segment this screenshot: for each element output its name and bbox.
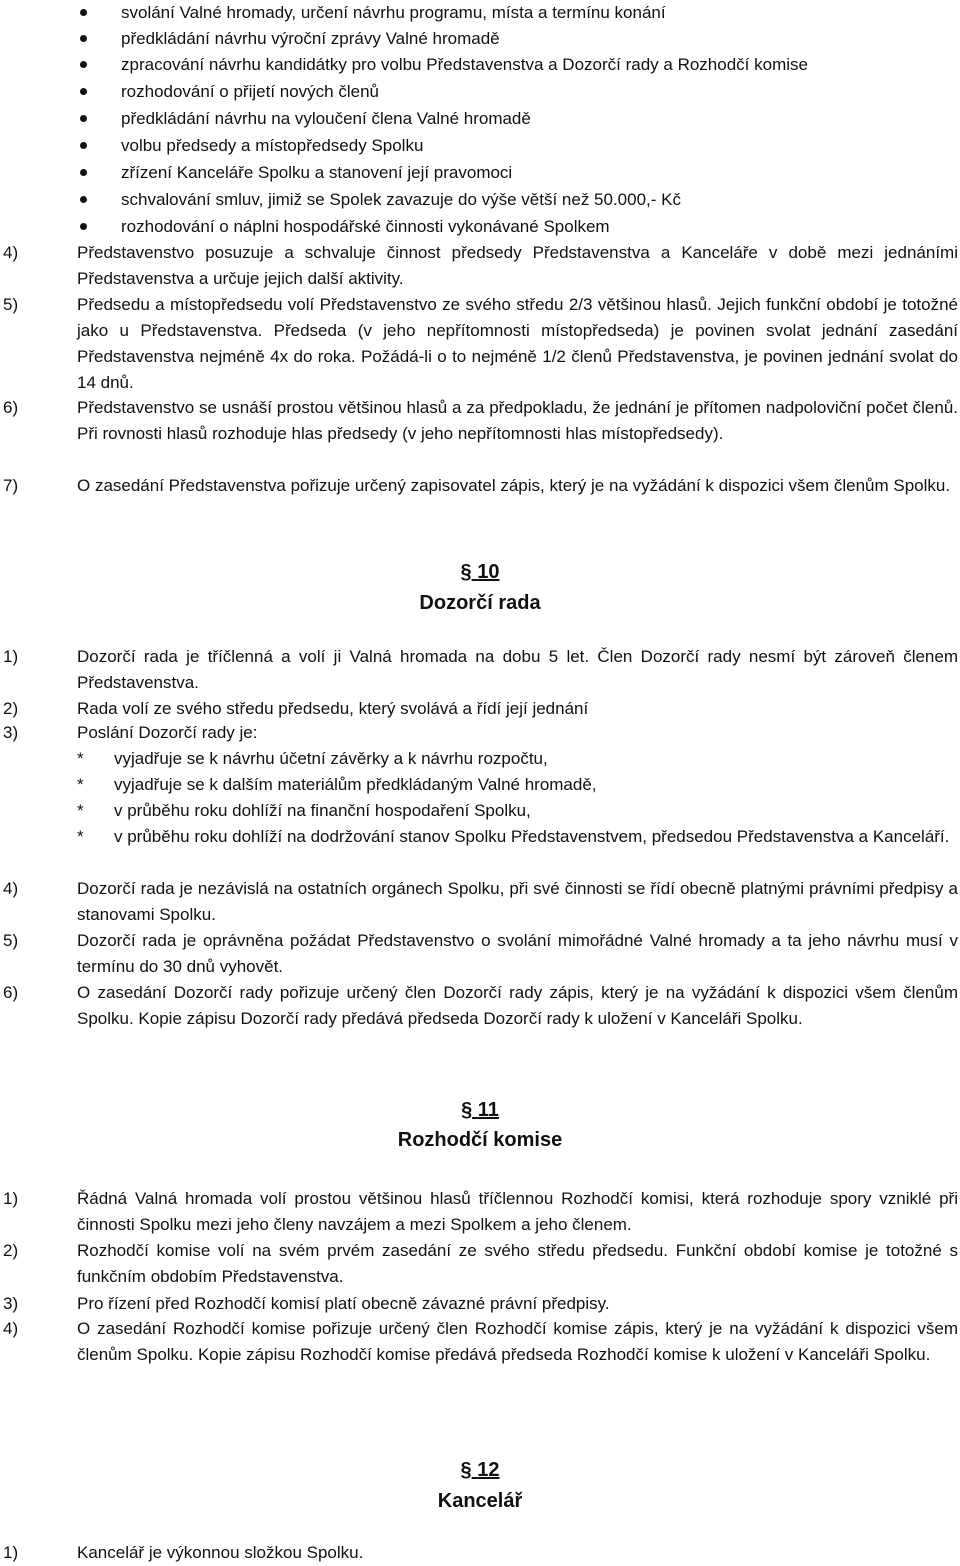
item-text: Poslání Dozorčí rady je: [77, 723, 258, 742]
section-title: Kancelář [437, 1490, 523, 1512]
item-text: Dozorčí rada je oprávněna požádat Představenstvo o svolání mimořádné Valné hromady a ta jeho návrhu musí v termínu do 30 dnů vyhovět. [77, 931, 958, 976]
item-text: Řádná Valná hromada volí prostou většinou hlasů tříčlennou Rozhodčí komisi, která rozhoduje spory vzniklé při činnosti Spolku mezi jeho členy navzájem a mezi Spolkem a jeho členem. [77, 1189, 958, 1234]
item-number: 4) [3, 879, 19, 898]
item-number: 7) [3, 476, 19, 495]
list-item-text: svolání Valné hromady, určení návrhu programu, místa a termínu konání [121, 3, 666, 22]
item-number: 1) [3, 1543, 19, 1562]
bullet-icon [80, 35, 87, 42]
item-number: 2) [3, 1241, 19, 1260]
item-text: Představenstvo posuzuje a schvaluje činnost předsedy Představenstva a Kanceláře v době mezi jednáními Představenstva a určuje jejich další aktivity. [77, 243, 958, 288]
section-title: Dozorčí rada [419, 592, 541, 614]
list-item-text: volbu předsedy a místopředsedy Spolku [121, 136, 424, 155]
bullet-icon [80, 142, 87, 149]
item-number: 3) [3, 723, 19, 742]
item-number: 5) [3, 295, 19, 314]
bullet-icon [80, 196, 87, 203]
list-item-text: předkládání návrhu výroční zprávy Valné hromadě [121, 29, 500, 48]
section-number: § 10 [460, 561, 500, 583]
bullet-icon [80, 223, 87, 230]
list-item-text: předkládání návrhu na vyloučení člena Valné hromadě [121, 109, 531, 128]
item-text: Pro řízení před Rozhodčí komisí platí obecně závazné právní předpisy. [77, 1294, 610, 1313]
list-item-text: zpracování návrhu kandidátky pro volbu Představenstva a Dozorčí rady a Rozhodčí komise [121, 55, 808, 74]
section-number: § 12 [460, 1459, 500, 1481]
item-text: O zasedání Rozhodčí komise pořizuje určený člen Rozhodčí komise zápis, který je na vyžádání k dispozici všem členům Spolku. Kopie zápisu Rozhodčí komise předává předseda Rozhodčí komise k uložení v Kanceláři Spolku. [77, 1319, 958, 1364]
item-text: Rozhodčí komise volí na svém prvém zasedání ze svého středu předsedu. Funkční období komise je totožné s funkčním obdobím Představenstva. [77, 1241, 958, 1286]
item-text: Rada volí ze svého středu předsedu, který svolává a řídí její jednání [77, 699, 589, 718]
item-number: 3) [3, 1294, 19, 1313]
section-number: § 11 [461, 1099, 499, 1121]
item-number: 6) [3, 983, 19, 1002]
item-text: Představenstvo se usnáší prostou většinou hlasů a za předpokladu, že jednání je přítomen nadpoloviční počet členů. Při rovnosti hlasů rozhoduje hlas předsedy (v jeho nepřítomnosti hlas místopředsedy). [77, 398, 958, 443]
asterisk-marker: * [77, 749, 84, 768]
item-number: 1) [3, 1189, 19, 1208]
list-item-text: zřízení Kanceláře Spolku a stanovení její pravomoci [121, 163, 513, 182]
item-number: 1) [3, 647, 19, 666]
item-text: O zasedání Dozorčí rady pořizuje určený člen Dozorčí rady zápis, který je na vyžádání k dispozici všem členům Spolku. Kopie zápisu Dozorčí rady předává předseda Dozorčí rady k uložení v Kanceláři Spolku. [77, 983, 958, 1028]
list-item-text: schvalování smluv, jimiž se Spolek zavazuje do výše větší než 50.000,- Kč [121, 190, 681, 209]
bullet-icon [80, 61, 87, 68]
bullet-icon [80, 88, 87, 95]
star-item-text: vyjadřuje se k návrhu účetní závěrky a k návrhu rozpočtu, [114, 749, 548, 768]
item-text: Kancelář je výkonnou složkou Spolku. [77, 1543, 364, 1562]
item-number: 6) [3, 398, 19, 417]
asterisk-marker: * [77, 827, 84, 846]
bullet-icon [80, 9, 87, 16]
item-number: 2) [3, 699, 19, 718]
item-text: O zasedání Představenstva pořizuje určený zapisovatel zápis, který je na vyžádání k dispozici všem členům Spolku. [77, 476, 951, 495]
item-number: 4) [3, 1319, 19, 1338]
bullet-icon [80, 169, 87, 176]
list-item-text: rozhodování o náplni hospodářské činnosti vykonávané Spolkem [121, 217, 610, 236]
list-item-text: rozhodování o přijetí nových členů [121, 82, 379, 101]
section-title: Rozhodčí komise [397, 1129, 563, 1151]
item-text: Předsedu a místopředsedu volí Představenstvo ze svého středu 2/3 většinou hlasů. Jejich funkční období je totožné jako u Představenstva. Předseda (v jeho nepřítomnosti místopředseda) je povinen svolat jednání zasedání Představenstva nejméně 4x do roka. Požádá-li o to nejméně 1/2 členů Představenstva, je povinen jednání svolat do 14 dnů. [77, 295, 958, 392]
star-item-text: v průběhu roku dohlíží na dodržování stanov Spolku Představenstvem, předsedou Představenstva a Kanceláří. [114, 827, 950, 846]
item-number: 4) [3, 243, 19, 262]
item-number: 5) [3, 931, 19, 950]
star-item-text: vyjadřuje se k dalším materiálům předkládaným Valné hromadě, [114, 775, 597, 794]
star-item-text: v průběhu roku dohlíží na finanční hospodaření Spolku, [114, 801, 531, 820]
item-text: Dozorčí rada je tříčlenná a volí ji Valná hromada na dobu 5 let. Člen Dozorčí rady nesmí být zároveň členem Představenstva. [77, 647, 958, 692]
asterisk-marker: * [77, 775, 84, 794]
asterisk-marker: * [77, 801, 84, 820]
item-text: Dozorčí rada je nezávislá na ostatních orgánech Spolku, při své činnosti se řídí obecně platnými právními předpisy a stanovami Spolku. [77, 879, 958, 924]
bullet-icon [80, 115, 87, 122]
